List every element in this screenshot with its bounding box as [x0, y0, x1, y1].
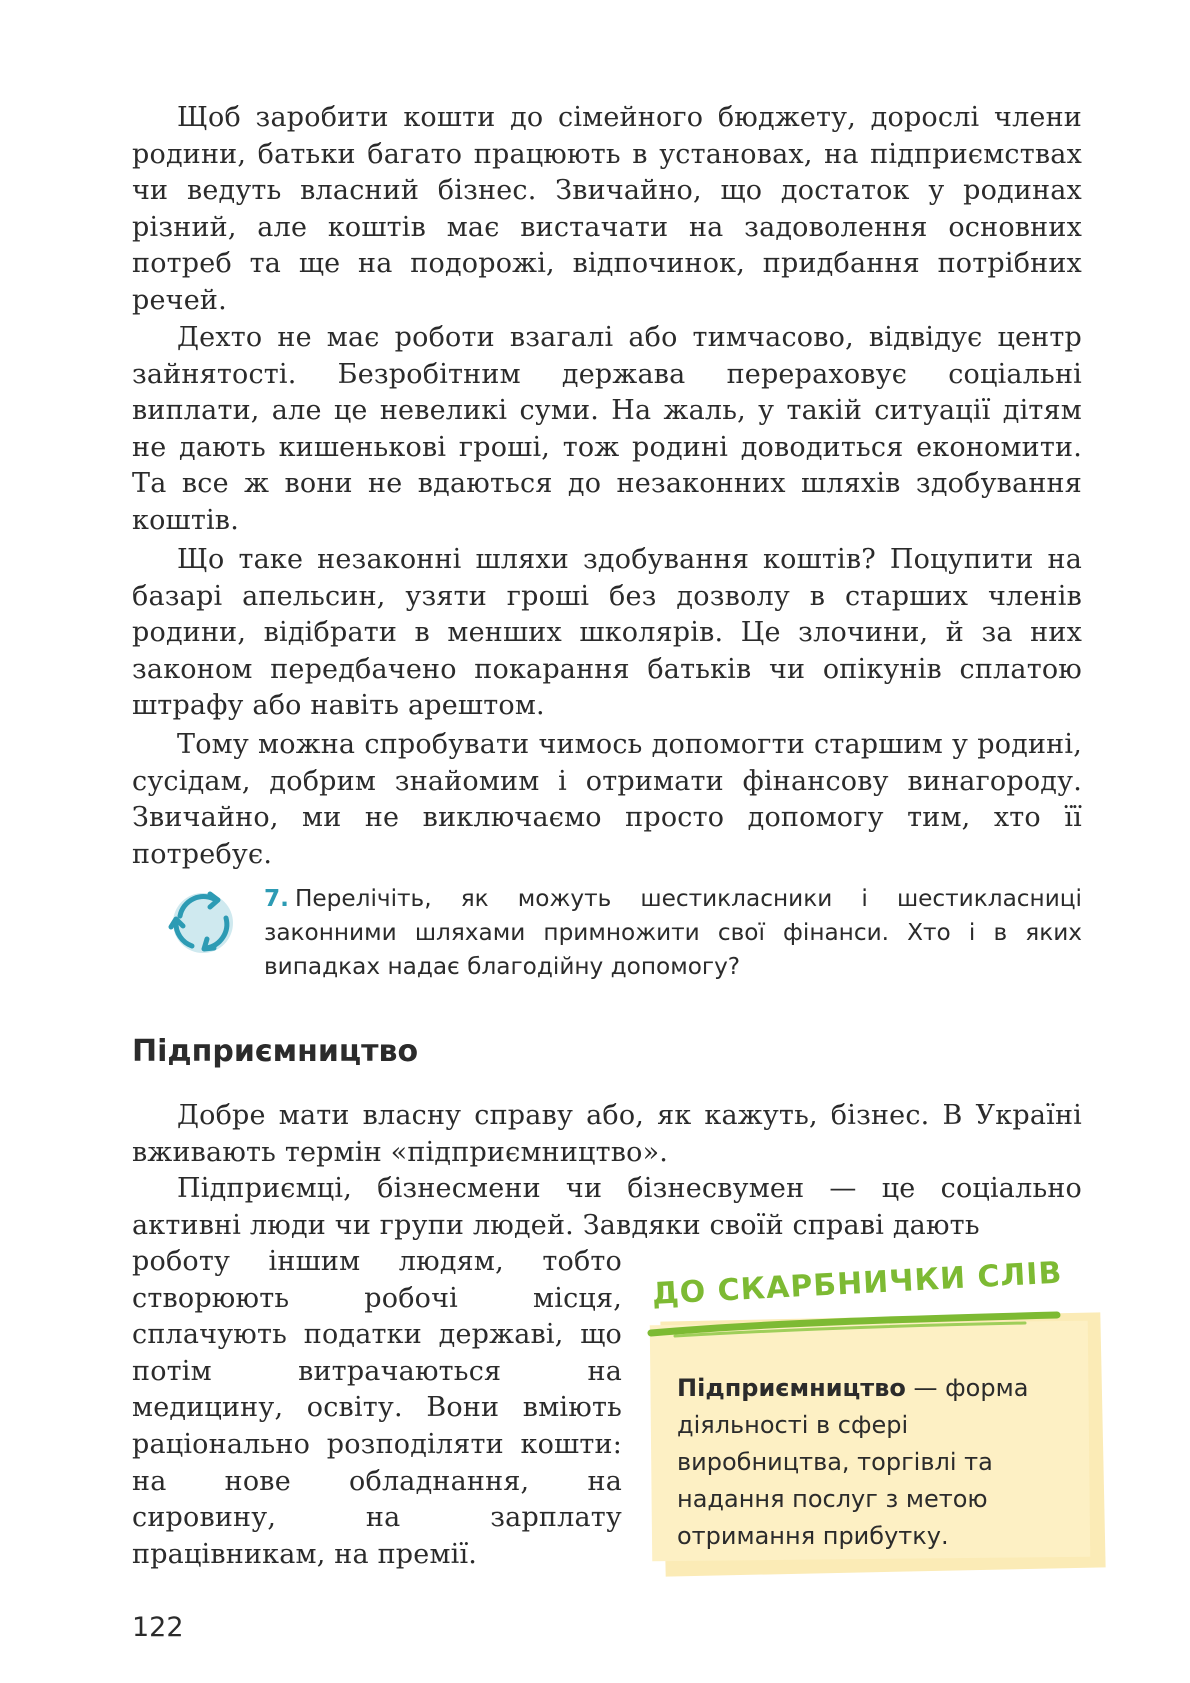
section-heading: Підприємництво — [132, 1034, 419, 1069]
paragraph-help-others: Тому можна спробувати чимось допомогти старшим у родині, сусідам, добрим знайомим і отримати фінансову винагороду. Звичайно, ми не виключаємо просто допомогу тим, хто її потребує. — [132, 729, 1082, 870]
task-question: Перелічіть, як можуть шестикласники і шестикласниці законними шляхами примножити свої фінанси. Хто і в яких випадках надає благодійну допомогу? — [264, 885, 1082, 980]
vocabulary-title: ДО СКАРБНИЧКИ СЛІВ — [651, 1255, 1064, 1312]
paragraph-entrepreneurs: Підприємці, бізнесмени чи бізнесвумен — це соціально активні люди чи групи людей. Завдяки своїй справі дають — [132, 1173, 1082, 1241]
vocabulary-term: Підприємництво — [677, 1374, 906, 1402]
paragraph-family-budget: Щоб заробити кошти до сімейного бюджету, дорослі члени родини, батьки багато працюють в установах, на підприємствах чи ведуть власний бізнес. Звичайно, що достаток у родинах різний, але коштів має вистачати на задоволення основних потреб та ще на подорожі, відпочинок, придбання потрібних речей. — [132, 102, 1082, 316]
brush-underline-icon — [645, 1309, 1065, 1339]
paragraph-unemployment: Дехто не має роботи взагалі або тимчасово, відвідує центр зайнятості. Безробітним держава перераховує соціальні виплати, але це невеликі суми. На жаль, у такій ситуації дітям не дають кишенькові гроші, тож родині доводиться економити. Та все ж вони не вдаються до незаконних шляхів здобування коштів. — [132, 322, 1082, 536]
vocabulary-definition-text: — форма діяльності в сфері виробництва, торгівлі та надання послуг з метою отримання прибутку. — [677, 1374, 1029, 1550]
paragraph-entrepreneurs-continued: роботу іншим людям, тобто створюють робочі місця, сплачують податки державі, що потім витрачаються на медицину, освіту. Вони вміють раціонально розподіляти кошти: на нове обладнання, на сировину, на зарплату працівникам, на премії. — [132, 1246, 622, 1570]
recycle-arrows-icon — [162, 882, 244, 964]
paragraph-own-business: Добре мати власну справу або, як кажуть, бізнес. В Україні вживають термін «підприємництво». — [132, 1100, 1082, 1168]
vocabulary-box — [645, 1255, 1115, 1585]
page-number: 122 — [132, 1612, 184, 1643]
task-number: 7. — [264, 885, 289, 912]
task-text — [264, 882, 1082, 984]
task-block — [160, 882, 1090, 992]
paragraph-illegal-ways: Що таке незаконні шляхи здобування коштів? Поцупити на базарі апельсин, узяти гроші без дозволу в старших членів родини, відібрати в менших школярів. Це злочини, й за них законом передбачено покарання батьків чи опікунів сплатою штрафу або навіть арештом. — [132, 544, 1082, 722]
vocabulary-definition — [677, 1370, 1057, 1555]
